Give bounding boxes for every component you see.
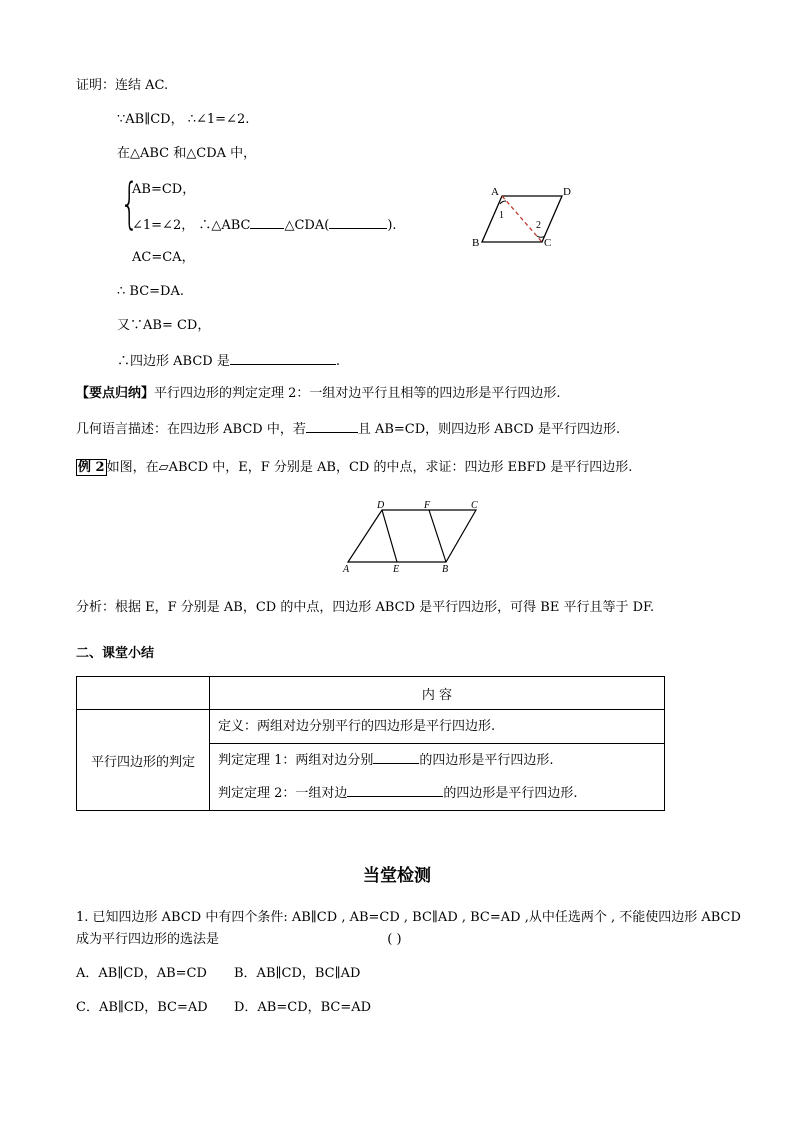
proof-line-2: ∵AB∥CD， ∴∠1=∠2. [117, 112, 250, 127]
theorem-1-blank[interactable] [373, 751, 419, 764]
key-point [76, 386, 561, 402]
theorem-2-a: 判定定理 2：一组对边 [218, 786, 348, 801]
summary-heading: 二、课堂小结 [76, 646, 155, 661]
congruence-blank[interactable] [250, 216, 284, 229]
proof-line-5 [132, 216, 397, 234]
theorem-2-b: 的四边形是平行四边形. [443, 786, 578, 801]
label-c: C [544, 237, 552, 249]
proof-line-4: AB=CD， [132, 182, 196, 197]
summary-definition: 定义：两组对边分别平行的四边形是平行四边形. [218, 719, 496, 734]
parallelogram-figure-2 [336, 498, 486, 576]
fig2-label-d: D [377, 500, 385, 511]
segment-bf [429, 510, 446, 562]
proof-line-7: ∴ BC=DA. [117, 284, 184, 299]
analysis: 分析：根据 E，F 分别是 AB，CD 的中点，四边形 ABCD 是平行四边形，可得 BE 平行且等于 DF. [76, 600, 655, 615]
angle-1-arc [500, 201, 506, 204]
question-1-line-2 [76, 932, 402, 948]
example-2 [76, 460, 632, 476]
diagonal-ac [502, 196, 542, 242]
summary-theorem-2 [210, 777, 664, 810]
summary-table [76, 676, 665, 811]
geo-text-b: 且 AB=CD，则四边形 ABCD 是平行四边形. [357, 422, 621, 437]
summary-col-header: 内 容 [210, 677, 665, 710]
angle-1-label: 1 [499, 210, 504, 221]
proof-line-9a: ∴四边形 ABCD 是 [117, 354, 230, 369]
parallelogram-abcd-2 [348, 510, 476, 562]
test-title: 当堂检测 [363, 866, 431, 886]
fig2-label-e: E [393, 564, 400, 575]
reason-blank[interactable] [329, 216, 387, 229]
answer-paren[interactable]: ( ) [387, 932, 402, 947]
fig2-label-b: B [442, 564, 449, 575]
geo-text-a: 几何语言描述：在四边形 ABCD 中，若 [76, 422, 306, 437]
proof-line-8: 又∵AB= CD， [117, 318, 211, 333]
proof-line-5a: ∠1=∠2， ∴△ABC [132, 218, 251, 233]
label-d: D [563, 186, 571, 198]
fig2-label-f: F [424, 500, 431, 511]
fig2-label-c: C [471, 500, 478, 511]
option-d[interactable]: D．AB=CD，BC=AD [234, 1000, 372, 1015]
key-point-text: 平行四边形的判定定理 2：一组对边平行且相等的四边形是平行四边形. [154, 386, 561, 401]
option-b[interactable]: B．AB∥CD，BC∥AD [234, 966, 361, 981]
option-c[interactable]: C．AB∥CD，BC=AD [76, 1000, 208, 1015]
summary-theorem-1 [210, 743, 664, 777]
question-1-line-1: 1. 已知四边形 ABCD 中有四个条件: AB∥CD , AB=CD , BC∥AD , BC=AD ,从中任选两个 , 不能使四边形 ABCD [76, 910, 741, 925]
example-2-tag: 例 2 [78, 460, 105, 475]
summary-header-empty [77, 677, 210, 710]
geo-blank[interactable] [306, 420, 358, 433]
proof-line-9-end: . [335, 354, 340, 369]
segment-de [382, 510, 397, 562]
example-2-text: 如图，在▱ABCD 中，E，F 分别是 AB，CD 的中点，求证：四边形 EBFD 是平行四边形. [106, 460, 633, 475]
parallelogram-figure-1 [466, 180, 586, 252]
proof-line-5b: △CDA( [284, 218, 330, 233]
summary-row-label: 平行四边形的判定 [77, 710, 210, 811]
option-a[interactable]: A．AB∥CD，AB=CD [76, 966, 207, 981]
summary-content [210, 710, 665, 811]
theorem-1-b: 的四边形是平行四边形. [419, 753, 554, 768]
proof-line-9 [117, 352, 340, 370]
conclusion-blank[interactable] [230, 352, 336, 365]
theorem-2-blank[interactable] [347, 784, 443, 797]
key-point-tag: 【要点归纳】 [76, 386, 155, 401]
proof-line-1: 证明：连结 AC. [76, 78, 169, 93]
theorem-1-a: 判定定理 1：两组对边分别 [218, 753, 374, 768]
angle-2-label: 2 [536, 220, 541, 231]
proof-line-6: AC=CA， [132, 250, 195, 265]
geometric-description [76, 420, 620, 438]
proof-line-3: 在△ABC 和△CDA 中， [117, 146, 257, 161]
system-brace: { [120, 172, 139, 235]
question-1-stem: 成为平行四边形的选法是 [76, 932, 220, 947]
fig2-label-a: A [343, 564, 350, 575]
proof-line-5c: ). [387, 218, 397, 233]
label-b: B [472, 237, 480, 249]
label-a: A [491, 186, 499, 198]
